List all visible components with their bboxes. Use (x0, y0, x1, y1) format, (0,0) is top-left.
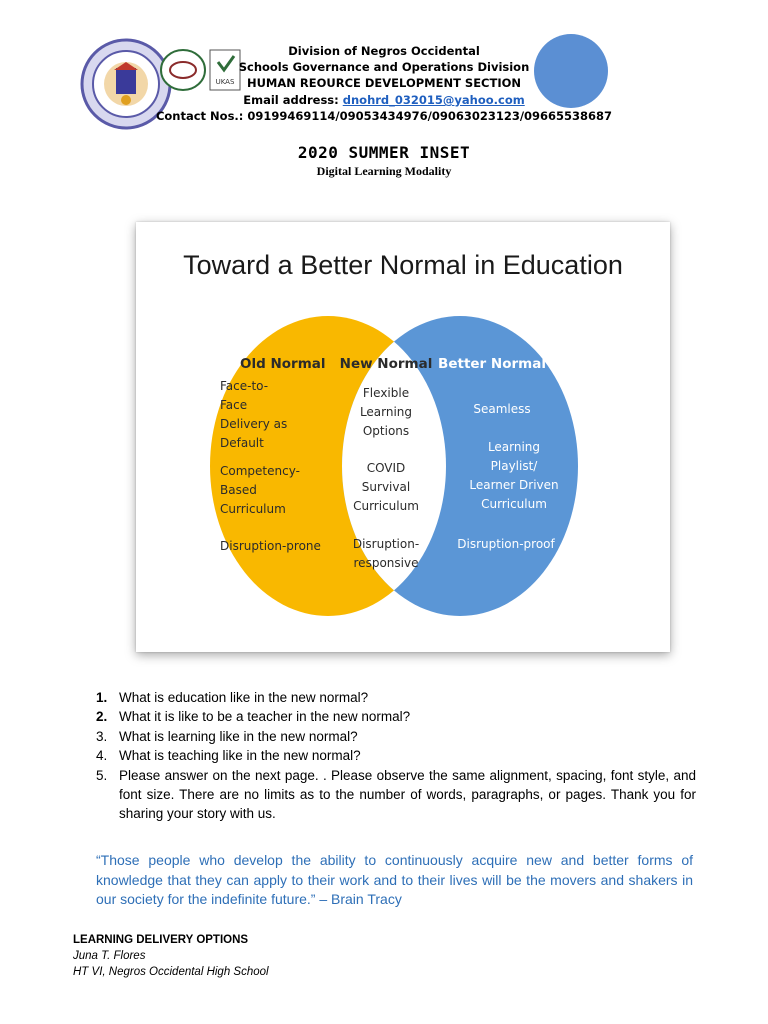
question-item (96, 766, 696, 824)
question-item (96, 746, 696, 765)
question-number: 4. (96, 748, 108, 764)
new-normal-item-2: COVID Survival Curriculum (353, 461, 419, 513)
email-link[interactable]: dnohrd_032015@yahoo.com (342, 93, 525, 107)
better-normal-item-1: Seamless (473, 402, 531, 416)
question-number: 1. (96, 690, 108, 705)
new-normal-item-3: Disruption- responsive (352, 537, 420, 570)
new-normal-heading: New Normal (339, 356, 433, 372)
question-text: What it is like to be a teacher in the new normal? (119, 709, 411, 725)
section-name: HUMAN REOURCE DEVELOPMENT SECTION (246, 76, 522, 90)
question-number: 3. (96, 728, 108, 744)
question-text: What is learning like in the new normal? (119, 728, 358, 744)
question-text: Please answer on the next page. . Please observe the same alignment, spacing, font style, and font size. There are no limits as to the number of words, paragraphs, or pages. Thank you for sharing your story with us. (119, 767, 696, 822)
better-normal-item-3: Disruption-proof (457, 537, 555, 551)
brian-tracy-quote: “Those people who develop the ability to continuously acquire new and better forms of knowledge that they can apply to their work and to their lives will be the movers and shakers in our society for the indefinite future.” – Brain Tracy (96, 852, 693, 907)
new-normal-item-1: Flexible Learning Options (359, 386, 413, 438)
question-list (96, 688, 696, 824)
old-normal-heading: Old Normal (240, 356, 326, 372)
cert-mark-text: UKAS (215, 78, 235, 86)
question-item (96, 707, 696, 726)
question-item (96, 688, 696, 707)
page-title: 2020 SUMMER INSET (297, 143, 471, 162)
question-item (96, 727, 696, 746)
division-office: Schools Governance and Operations Division (238, 60, 530, 74)
footer-author: Juna T. Flores (73, 950, 146, 962)
old-normal-item-2: Competency- Based Curriculum (220, 464, 300, 516)
question-number: 5. (96, 767, 108, 783)
question-text: What is education like in the new normal? (119, 690, 369, 705)
email-label: Email address: (243, 93, 343, 107)
footer-position: HT VI, Negros Occidental High School (73, 966, 269, 978)
page-subtitle: Digital Learning Modality (316, 164, 452, 178)
venn-diagram-figure (136, 222, 670, 652)
footer-heading: LEARNING DELIVERY OPTIONS (73, 934, 249, 946)
better-normal-item-2: Learning Playlist/ Learner Driven Curriculum (469, 440, 559, 511)
better-normal-heading: Better Normal (438, 356, 546, 372)
email-line (0, 92, 768, 108)
contact-numbers: Contact Nos.: 09199469114/09053434976/09063023123/09665538687 (155, 109, 613, 123)
question-number: 2. (96, 709, 108, 725)
old-normal-item-1: Face-to- Face Delivery as Default (220, 379, 288, 450)
division-name: Division of Negros Occidental (288, 44, 480, 58)
question-text: What is teaching like in the new normal? (119, 748, 361, 764)
figure-title: Toward a Better Normal in Education (183, 250, 623, 280)
old-normal-item-3: Disruption-prone (220, 539, 321, 553)
